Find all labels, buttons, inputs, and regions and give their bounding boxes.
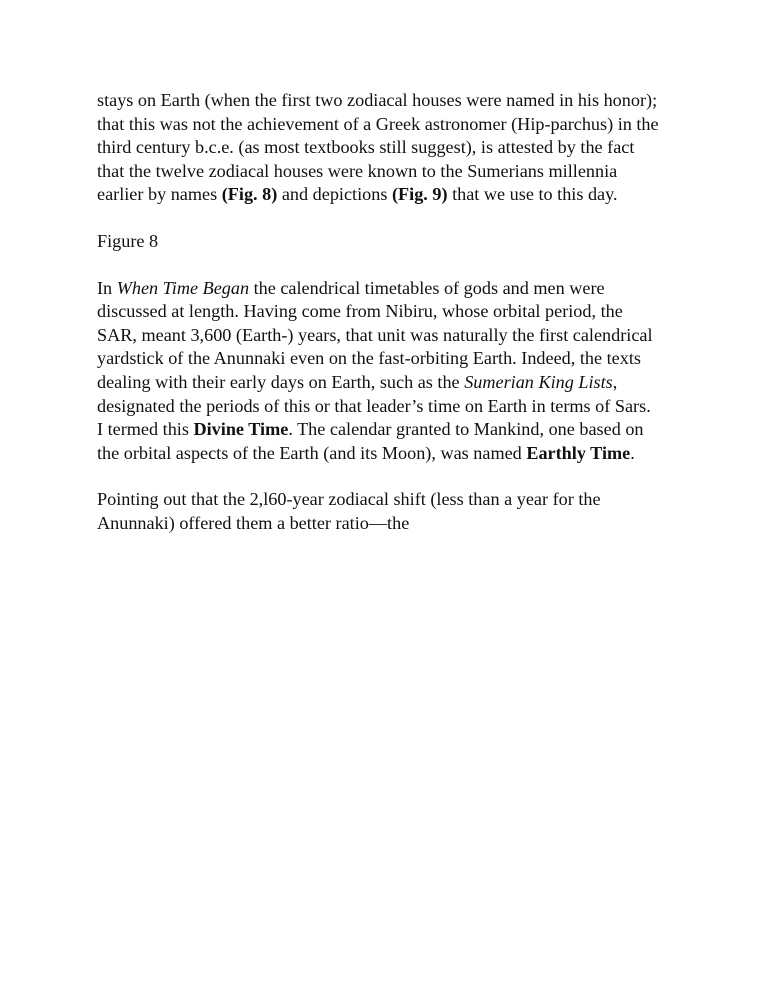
text-line: yardstick of the Anunnaki even on the fast-orbiting Earth. Indeed, the texts [97,348,641,369]
term-earthly-time: Earthly Time [526,442,631,463]
text-run: . The calendar granted to Mankind, one based on [288,419,644,440]
text-line: third century b.c.e. (as most textbooks still suggest), is attested by the fact [97,137,635,158]
paragraph-zodiac-origins [97,89,697,207]
text-line [97,183,697,207]
paragraph-divine-time [97,277,697,466]
text-run: that we use to this day. [447,184,618,205]
text-line: that the twelve zodiacal houses were known to the Sumerians millennia [97,160,618,181]
figure-caption: Figure 8 [97,230,159,251]
book-title: When Time Began [116,277,250,298]
text-run: , [612,371,618,392]
text-line: stays on Earth (when the first two zodiacal houses were named in his honor); [97,90,658,110]
text-line: Pointing out that the 2,l60-year zodiacal shift (less than a year for the [97,489,601,510]
text-run: the orbital aspects of the Earth (and its Moon), was named [97,442,527,463]
text-title: Sumerian King Lists [464,371,613,392]
term-divine-time: Divine Time [193,419,289,440]
text-run: and depictions [277,184,392,205]
text-line: discussed at length. Having come from Nibiru, whose orbital period, the [97,301,623,322]
figure-reference-8: (Fig. 8) [221,184,278,205]
text-run: I termed this [97,419,194,440]
text-line [97,277,697,301]
text-line: that this was not the achievement of a Greek astronomer (Hip-parchus) in the [97,113,659,134]
text-line: designated the periods of this or that leader’s time on Earth in terms of Sars. [97,395,651,416]
paragraph-zodiacal-shift [97,488,697,535]
text-run: dealing with their early days on Earth, such as the [97,371,465,392]
text-run: In [97,277,117,298]
text-run: . [630,442,635,463]
text-run: the calendrical timetables of gods and men were [249,277,605,298]
text-line: SAR, meant 3,600 (Earth-) years, that unit was naturally the first calendrical [97,324,653,345]
figure-reference-9: (Fig. 9) [391,184,448,205]
text-line [97,418,697,442]
text-line [97,371,697,395]
text-run: earlier by names [97,184,222,205]
text-line: Anunnaki) offered them a better ratio—the [97,512,410,533]
text-line [97,442,697,466]
document-page [97,89,697,536]
